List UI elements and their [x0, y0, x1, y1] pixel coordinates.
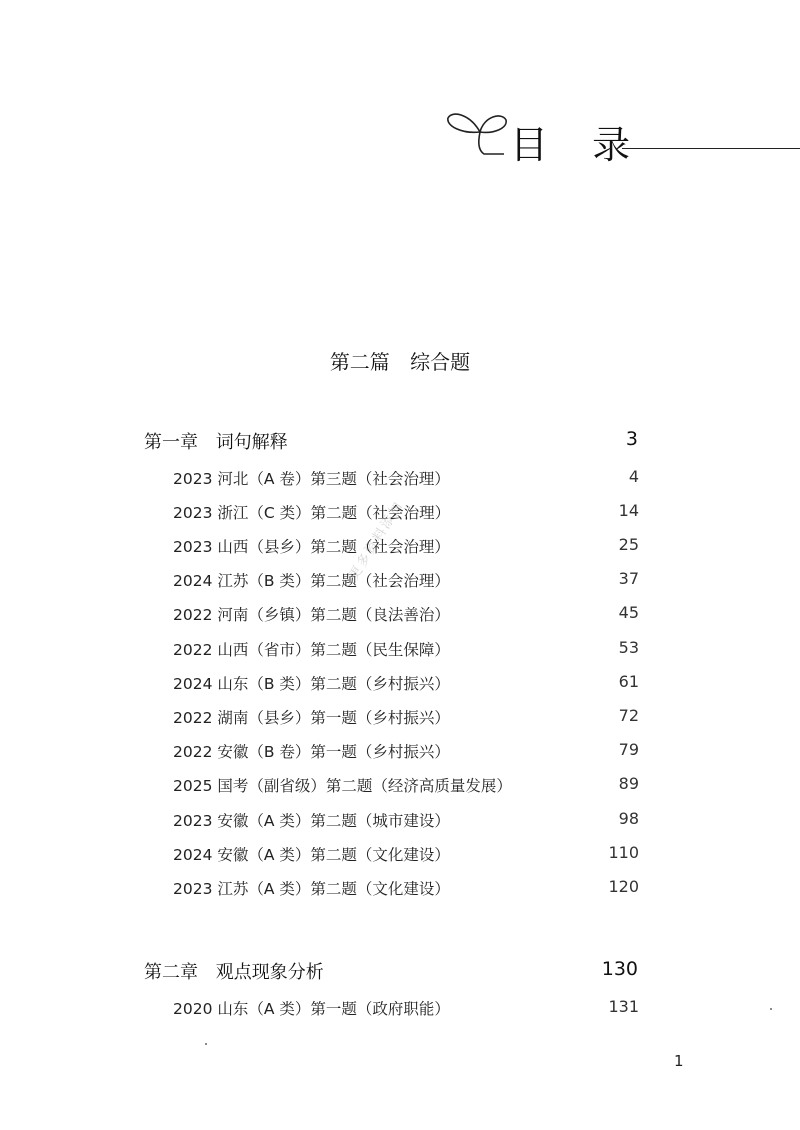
chapter-page: 3 — [625, 428, 638, 450]
entry-label: 2022 河南（乡镇）第二题（良法善治） — [173, 606, 450, 624]
entry-label: 2023 江苏（A 类）第二题（文化建设） — [173, 880, 450, 898]
entry-page: 25 — [618, 535, 639, 554]
toc-entry[interactable] — [173, 569, 639, 593]
entry-label: 2025 国考（副省级）第二题（经济高质量发展） — [173, 777, 512, 795]
entry-page: 14 — [618, 501, 639, 520]
entry-page: 89 — [618, 774, 639, 793]
entry-label: 2023 浙江（C 类）第二题（社会治理） — [173, 504, 451, 522]
entry-page: 4 — [628, 467, 639, 486]
entry-page: 79 — [618, 740, 639, 759]
entry-label: 2022 安徽（B 卷）第一题（乡村振兴） — [173, 743, 450, 761]
entry-page: 98 — [618, 809, 639, 828]
entry-page: 131 — [608, 997, 639, 1016]
toc-entry[interactable] — [173, 603, 639, 627]
toc-header — [440, 96, 800, 176]
entry-page: 110 — [608, 843, 639, 862]
toc-entry[interactable] — [173, 843, 639, 867]
watermark: 更多资料添加 — [346, 498, 407, 583]
toc-entry[interactable] — [173, 467, 639, 491]
entry-label: 2024 山东（B 类）第二题（乡村振兴） — [173, 675, 450, 693]
part-title: 第二篇 综合题 — [329, 350, 471, 374]
entry-label: 2024 江苏（B 类）第二题（社会治理） — [173, 572, 450, 590]
sprout-icon — [444, 102, 514, 162]
scan-speck — [770, 1008, 772, 1010]
page-number: 1 — [674, 1052, 684, 1070]
entry-label: 2024 安徽（A 类）第二题（文化建设） — [173, 846, 450, 864]
toc-entry[interactable] — [173, 706, 639, 730]
toc-title: 目 录 — [510, 123, 647, 167]
entry-page: 120 — [608, 877, 639, 896]
chapter-page: 130 — [601, 958, 638, 980]
toc-entry[interactable] — [173, 535, 639, 559]
entry-label: 2023 河北（A 卷）第三题（社会治理） — [173, 470, 450, 488]
entry-page: 61 — [618, 672, 639, 691]
entry-page: 37 — [618, 569, 639, 588]
toc-entry[interactable] — [173, 774, 639, 798]
scan-speck — [205, 1043, 207, 1045]
chapter-label: 第二章 观点现象分析 — [144, 962, 324, 983]
toc-entry[interactable] — [173, 997, 639, 1021]
entry-label: 2023 安徽（A 类）第二题（城市建设） — [173, 812, 450, 830]
toc-entry[interactable] — [173, 877, 639, 901]
toc-entry[interactable] — [173, 740, 639, 764]
toc-entry[interactable] — [173, 672, 639, 696]
toc-entry[interactable] — [173, 638, 639, 662]
toc-entry[interactable] — [173, 501, 639, 525]
entry-page: 53 — [618, 638, 639, 657]
entry-label: 2022 山西（省市）第二题（民生保障） — [173, 641, 450, 659]
entry-label: 2022 湖南（县乡）第一题（乡村振兴） — [173, 709, 450, 727]
entry-label: 2020 山东（A 类）第一题（政府职能） — [173, 1000, 450, 1018]
entry-page: 72 — [618, 706, 639, 725]
entry-page: 45 — [618, 603, 639, 622]
toc-entry[interactable] — [173, 809, 639, 833]
chapter-label: 第一章 词句解释 — [144, 432, 288, 453]
entry-label: 2023 山西（县乡）第二题（社会治理） — [173, 538, 450, 556]
title-rule — [622, 148, 800, 149]
